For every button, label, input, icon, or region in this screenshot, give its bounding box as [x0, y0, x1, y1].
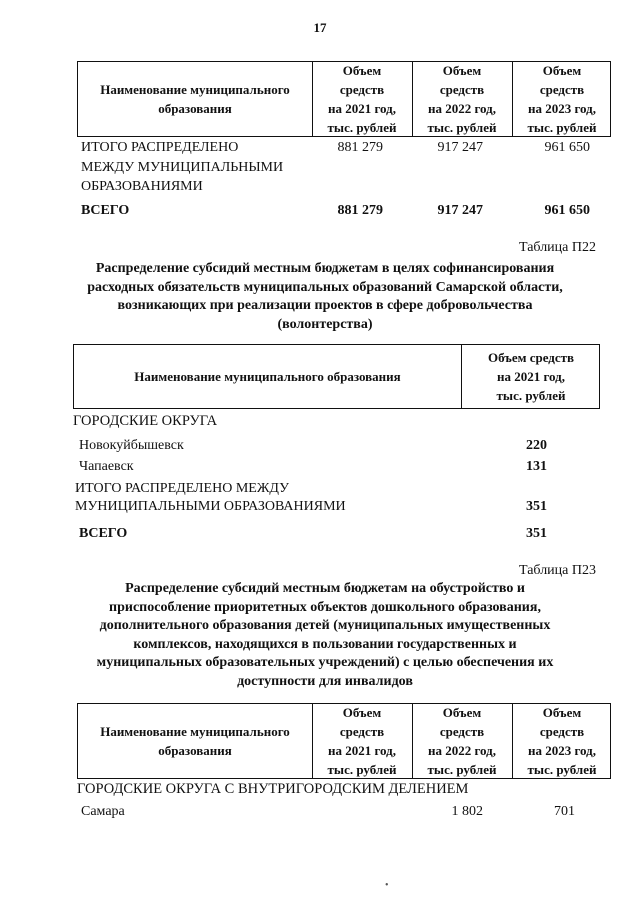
table1-header-name: Наименование муниципального образования [100, 82, 290, 116]
table2-total-value: 351 [526, 499, 547, 514]
table1-header-2023: Объем средств на 2023 год, тыс. рублей [527, 63, 597, 135]
table2-section: ГОРОДСКИЕ ОКРУГА [73, 413, 218, 429]
table1-row-total-label-1: ИТОГО РАСПРЕДЕЛЕНО [81, 140, 239, 155]
table1-row-grand-2022: 917 247 [437, 203, 483, 218]
table3-header-2021: Объем средств на 2021 год, тыс. рублей [327, 705, 397, 777]
table3-header-name: Наименование муниципального образования [100, 724, 290, 758]
table2-header [73, 344, 600, 409]
table2-caption: Таблица П22 [519, 240, 596, 255]
table2-title: Распределение субсидий местным бюджетам в целях софинансирования расходных обязательств муниципальных образований Самарской области, возникающих при реализации проектов в сфере добровольчества (волонтерства) [87, 261, 563, 332]
table1-row-total-2022: 917 247 [437, 140, 483, 155]
table3-title: Распределение субсидий местным бюджетам на обустройство и приспособление приоритетных объектов дошкольного образования, дополнительного образования детей (муниципальных имущественных комплексов, находящихся в пользовании государственных и муниципальных образовательных учреждений) с целью обеспечения их доступности для инвалидов [96, 581, 554, 689]
table2-row-value: 220 [526, 438, 547, 453]
table2-grand-label: ВСЕГО [79, 526, 128, 541]
table2-row-name: Новокуйбышевск [79, 438, 184, 453]
table2-row-value: 131 [526, 459, 547, 474]
table1-row-grand-label: ВСЕГО [81, 203, 130, 218]
table1-header [77, 61, 611, 137]
scan-mark: • [385, 880, 389, 891]
table3-header-2023: Объем средств на 2023 год, тыс. рублей [527, 705, 597, 777]
table2-grand-value: 351 [526, 526, 547, 541]
table1-row-total-label-3: ОБРАЗОВАНИЯМИ [81, 179, 203, 194]
table3-row-2023: 701 [554, 804, 575, 819]
table1-row-total-label-2: МЕЖДУ МУНИЦИПАЛЬНЫМИ [81, 160, 284, 175]
table2-header-name: Наименование муниципального образования [134, 369, 401, 384]
table3-header [77, 703, 611, 779]
table2-total-label-2: МУНИЦИПАЛЬНЫМИ ОБРАЗОВАНИЯМИ [75, 499, 346, 514]
table3-header-2022: Объем средств на 2022 год, тыс. рублей [427, 705, 497, 777]
table1-row-grand-2023: 961 650 [544, 203, 590, 218]
table3-row-2022: 1 802 [451, 804, 483, 819]
table3-row-name: Самара [81, 804, 125, 819]
table1-row-grand-2021: 881 279 [337, 203, 383, 218]
table2-header-2021: Объем средств на 2021 год, тыс. рублей [487, 350, 575, 403]
page-number: 17 [313, 20, 327, 35]
table1-header-2021: Объем средств на 2021 год, тыс. рублей [327, 63, 397, 135]
table1-row-total-2023: 961 650 [544, 140, 590, 155]
table1-header-2022: Объем средств на 2022 год, тыс. рублей [427, 63, 497, 135]
table3-caption: Таблица П23 [519, 563, 596, 578]
table1-row-total-2021: 881 279 [337, 140, 383, 155]
table2-row-name: Чапаевск [79, 459, 134, 474]
table3-section: ГОРОДСКИЕ ОКРУГА С ВНУТРИГОРОДСКИМ ДЕЛЕНИЕМ [77, 781, 469, 797]
table2-total-label-1: ИТОГО РАСПРЕДЕЛЕНО МЕЖДУ [75, 481, 289, 496]
